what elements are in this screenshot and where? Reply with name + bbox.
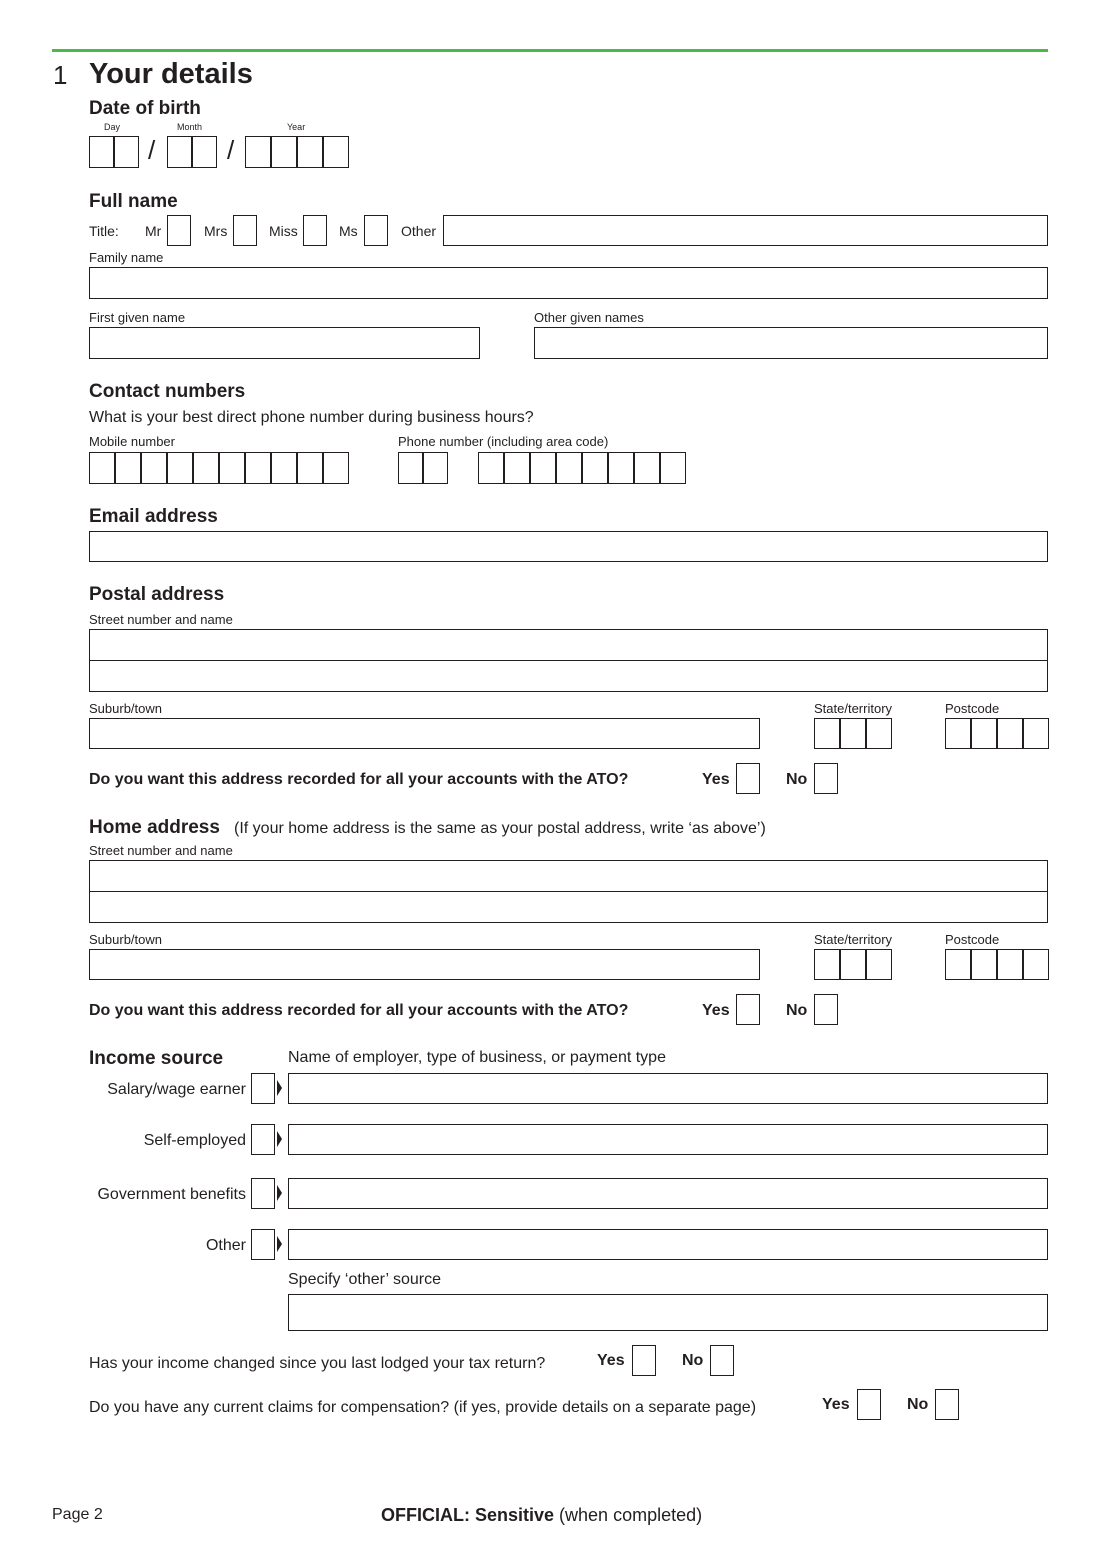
- mobile-digit-box[interactable]: [193, 452, 219, 484]
- home-no-box[interactable]: [814, 994, 838, 1025]
- home-suburb-field[interactable]: [89, 949, 760, 980]
- mobile-digit-box[interactable]: [219, 452, 245, 484]
- phone-digit-box[interactable]: [582, 452, 608, 484]
- mobile-digit-box[interactable]: [323, 452, 349, 484]
- home-no-label: No: [786, 1002, 808, 1019]
- contact-heading: Contact numbers: [89, 381, 246, 402]
- section-number: 1: [53, 60, 68, 90]
- postal-postcode-box[interactable]: [1023, 718, 1049, 749]
- other-given-names-field[interactable]: [534, 327, 1048, 359]
- compensation-question: Do you have any current claims for compensation? (if yes, provide details on a separate page): [89, 1399, 757, 1416]
- page-number: Page 2: [52, 1506, 103, 1523]
- income-government-label: Government benefits: [97, 1186, 246, 1203]
- title-miss-label: Miss: [269, 223, 298, 239]
- title-miss-box[interactable]: [303, 215, 327, 246]
- home-ato-question: Do you want this address recorded for all your accounts with the ATO?: [89, 1002, 629, 1019]
- home-postcode-box[interactable]: [997, 949, 1023, 980]
- area-code-digit-box[interactable]: [423, 452, 448, 484]
- mobile-digit-box[interactable]: [115, 452, 141, 484]
- home-postcode-label: Postcode: [945, 932, 1000, 947]
- income-self-employed-checkbox[interactable]: [251, 1124, 275, 1155]
- title-mrs-label: Mrs: [204, 223, 228, 239]
- home-state-box[interactable]: [866, 949, 892, 980]
- phone-digit-box[interactable]: [504, 452, 530, 484]
- dob-month-box[interactable]: [167, 136, 192, 168]
- postal-ato-question: Do you want this address recorded for all your accounts with the ATO?: [89, 771, 629, 788]
- section-title: Your details: [89, 58, 253, 90]
- postal-street-line1[interactable]: [89, 629, 1048, 661]
- postal-state-box[interactable]: [814, 718, 840, 749]
- postal-street-label: Street number and name: [89, 612, 233, 627]
- dob-year-box[interactable]: [323, 136, 349, 168]
- family-name-label: Family name: [89, 250, 164, 265]
- specify-other-label: Specify ‘other’ source: [288, 1271, 441, 1288]
- arrow-icon: [277, 1080, 282, 1096]
- official-note: (when completed): [559, 1505, 703, 1525]
- arrow-icon: [277, 1236, 282, 1252]
- title-ms-box[interactable]: [364, 215, 388, 246]
- postal-suburb-field[interactable]: [89, 718, 760, 749]
- phone-digit-box[interactable]: [478, 452, 504, 484]
- postal-heading: Postal address: [89, 584, 225, 605]
- title-mr-label: Mr: [145, 223, 162, 239]
- dob-year-box[interactable]: [245, 136, 271, 168]
- compensation-yes-label: Yes: [822, 1396, 850, 1413]
- postal-street-line2[interactable]: [89, 660, 1048, 692]
- postal-suburb-label: Suburb/town: [89, 701, 162, 716]
- dob-separator: /: [227, 135, 235, 165]
- income-salary-checkbox[interactable]: [251, 1073, 275, 1104]
- phone-digit-box[interactable]: [530, 452, 556, 484]
- title-mr-box[interactable]: [167, 215, 191, 246]
- postal-no-label: No: [786, 771, 808, 788]
- income-changed-question: Has your income changed since you last lodged your tax return?: [89, 1355, 546, 1372]
- compensation-yes-box[interactable]: [857, 1389, 881, 1420]
- dob-year-box[interactable]: [297, 136, 323, 168]
- dob-month-label: Month: [177, 122, 203, 132]
- income-other-checkbox[interactable]: [251, 1229, 275, 1260]
- compensation-no-box[interactable]: [935, 1389, 959, 1420]
- dob-heading: Date of birth: [89, 98, 201, 119]
- postal-postcode-box[interactable]: [971, 718, 997, 749]
- home-postcode-box[interactable]: [945, 949, 971, 980]
- phone-digit-box[interactable]: [660, 452, 686, 484]
- home-yes-box[interactable]: [736, 994, 760, 1025]
- mobile-digit-box[interactable]: [271, 452, 297, 484]
- income-changed-yes-box[interactable]: [632, 1345, 656, 1376]
- title-ms-label: Ms: [339, 223, 358, 239]
- postal-yes-box[interactable]: [736, 763, 760, 794]
- income-government-checkbox[interactable]: [251, 1178, 275, 1209]
- phone-digit-box[interactable]: [634, 452, 660, 484]
- home-yes-label: Yes: [702, 1002, 730, 1019]
- home-note: (If your home address is the same as your postal address, write ‘as above’): [234, 820, 766, 837]
- postal-postcode-box[interactable]: [997, 718, 1023, 749]
- home-postcode-box[interactable]: [1023, 949, 1049, 980]
- postal-state-label: State/territory: [814, 701, 893, 716]
- full-name-heading: Full name: [89, 191, 178, 212]
- income-other-label: Other: [205, 1237, 246, 1254]
- dob-year-label: Year: [287, 122, 306, 132]
- mobile-digit-box[interactable]: [297, 452, 323, 484]
- dob-separator: /: [148, 135, 156, 165]
- phone-digit-box[interactable]: [556, 452, 582, 484]
- dob-day-box[interactable]: [89, 136, 114, 168]
- postal-postcode-label: Postcode: [945, 701, 1000, 716]
- dob-day-label: Day: [104, 122, 121, 132]
- home-state-box[interactable]: [840, 949, 866, 980]
- first-given-name-label: First given name: [89, 310, 186, 325]
- income-self-employed-field[interactable]: [288, 1124, 1048, 1155]
- specify-other-field[interactable]: [288, 1294, 1048, 1331]
- home-street-line2[interactable]: [89, 891, 1048, 923]
- postal-state-box[interactable]: [866, 718, 892, 749]
- title-other-label: Other: [401, 223, 437, 239]
- income-salary-label: Salary/wage earner: [107, 1081, 246, 1098]
- contact-question: What is your best direct phone number during business hours?: [89, 409, 534, 426]
- income-changed-no-box[interactable]: [710, 1345, 734, 1376]
- income-other-field[interactable]: [288, 1229, 1048, 1260]
- home-suburb-label: Suburb/town: [89, 932, 162, 947]
- home-state-box[interactable]: [814, 949, 840, 980]
- home-heading: Home address: [89, 817, 220, 838]
- title-label: Title:: [89, 223, 119, 239]
- income-self-employed-label: Self-employed: [143, 1132, 246, 1149]
- arrow-icon: [277, 1185, 282, 1201]
- income-heading: Income source: [89, 1048, 224, 1069]
- mobile-label: Mobile number: [89, 434, 175, 449]
- home-street-label: Street number and name: [89, 843, 233, 858]
- area-code-digit-box[interactable]: [398, 452, 423, 484]
- family-name-field[interactable]: [89, 267, 1048, 299]
- title-mrs-box[interactable]: [233, 215, 257, 246]
- postal-postcode-box[interactable]: [945, 718, 971, 749]
- mobile-digit-box[interactable]: [245, 452, 271, 484]
- home-street-line1[interactable]: [89, 860, 1048, 892]
- title-other-field[interactable]: [443, 215, 1048, 246]
- arrow-icon: [277, 1131, 282, 1147]
- mobile-digit-box[interactable]: [167, 452, 193, 484]
- income-salary-field[interactable]: [288, 1073, 1048, 1104]
- postal-no-box[interactable]: [814, 763, 838, 794]
- official-label: OFFICIAL: Sensitive: [381, 1505, 555, 1525]
- dob-month-box[interactable]: [192, 136, 217, 168]
- postal-state-box[interactable]: [840, 718, 866, 749]
- other-given-names-label: Other given names: [534, 310, 644, 325]
- mobile-digit-box[interactable]: [141, 452, 167, 484]
- email-heading: Email address: [89, 506, 218, 527]
- home-state-label: State/territory: [814, 932, 893, 947]
- income-changed-yes-label: Yes: [597, 1352, 625, 1369]
- email-field[interactable]: [89, 531, 1048, 562]
- official-marking: [381, 1505, 702, 1526]
- mobile-digit-box[interactable]: [89, 452, 115, 484]
- home-postcode-box[interactable]: [971, 949, 997, 980]
- phone-digit-box[interactable]: [608, 452, 634, 484]
- compensation-no-label: No: [907, 1396, 929, 1413]
- income-government-field[interactable]: [288, 1178, 1048, 1209]
- header-rule: [52, 49, 1048, 52]
- dob-day-box[interactable]: [114, 136, 139, 168]
- first-given-name-field[interactable]: [89, 327, 480, 359]
- postal-yes-label: Yes: [702, 771, 730, 788]
- income-changed-no-label: No: [682, 1352, 704, 1369]
- dob-year-box[interactable]: [271, 136, 297, 168]
- phone-label: Phone number (including area code): [398, 434, 609, 449]
- income-column-label: Name of employer, type of business, or payment type: [288, 1049, 666, 1066]
